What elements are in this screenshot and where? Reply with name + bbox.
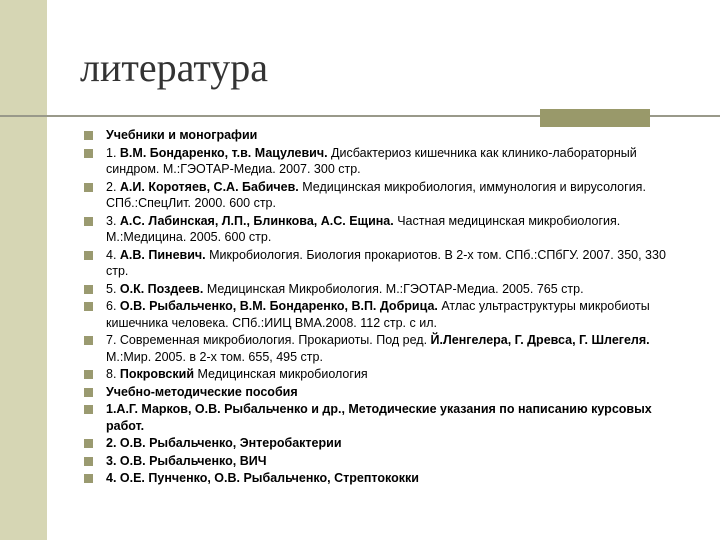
item-bold-text: А.В. Пиневич. bbox=[119, 247, 206, 262]
list-item bbox=[84, 366, 674, 383]
item-bold-text: 4. О.Е. Пунченко, О.В. Рыбальченко, Стрептококки bbox=[106, 471, 419, 485]
item-bold-text: Учебно-методические пособия bbox=[106, 384, 298, 399]
list-item bbox=[84, 179, 674, 212]
item-text: Медицинская Микробиология. М.:ГЭОТАР-Медиа. 2005. 765 стр. bbox=[203, 281, 584, 296]
item-text: Дисбактериоз кишечника как клинико-лабораторный синдром. М.:ГЭОТАР-Медиа. 2007. 300 стр. bbox=[106, 145, 637, 176]
item-bold-text: О.В. Рыбальченко, В.М. Бондаренко, В.П. Добрица. bbox=[119, 299, 438, 313]
item-bold-text: Й.Ленгелера, Г. Древса, Г. Шлегеля. bbox=[430, 333, 650, 347]
list-item bbox=[84, 298, 674, 331]
square-bullet-icon bbox=[84, 285, 93, 294]
item-bold-text: 3. О.В. Рыбальченко, ВИЧ bbox=[106, 453, 267, 468]
square-bullet-icon bbox=[84, 457, 93, 466]
square-bullet-icon bbox=[84, 474, 93, 483]
item-prefix: 5. bbox=[106, 281, 120, 296]
item-bold-text: В.М. Бондаренко, т.в. Мацулевич. bbox=[119, 145, 328, 160]
list-item bbox=[84, 247, 674, 280]
list-item bbox=[84, 453, 674, 470]
left-decorative-band bbox=[0, 0, 47, 540]
square-bullet-icon bbox=[84, 439, 93, 448]
item-text: М.:Мир. 2005. в 2-х том. 655, 495 стр. bbox=[106, 349, 323, 364]
item-prefix: 6. bbox=[106, 299, 120, 313]
item-prefix: 2. bbox=[106, 179, 120, 194]
item-bold-text: А.С. Лабинская, Л.П., Блинкова, А.С. Ещина. bbox=[119, 213, 394, 228]
square-bullet-icon bbox=[84, 388, 93, 397]
square-bullet-icon bbox=[84, 217, 93, 226]
list-item bbox=[84, 281, 674, 298]
list-item bbox=[84, 401, 674, 434]
item-prefix: 8. bbox=[106, 367, 120, 381]
list-item bbox=[84, 470, 674, 487]
square-bullet-icon bbox=[84, 405, 93, 414]
item-text: Атлас ультраструктуры микробиоты кишечника человека. СПб.:ИИЦ ВМА.2008. 112 стр. с ил. bbox=[106, 299, 650, 330]
item-bold-text: А.И. Коротяев, С.А. Бабичев. bbox=[119, 179, 299, 194]
square-bullet-icon bbox=[84, 251, 93, 260]
item-bold-text: 1.А.Г. Марков, О.В. Рыбальченко и др., Методические указания по написанию курсовых работ. bbox=[106, 402, 652, 433]
item-bold-text: 2. О.В. Рыбальченко, Энтеробактерии bbox=[106, 436, 342, 450]
divider-accent-block bbox=[540, 109, 650, 127]
item-prefix: 3. bbox=[106, 213, 120, 228]
square-bullet-icon bbox=[84, 336, 93, 345]
item-bold-text: Учебники и монографии bbox=[106, 128, 258, 142]
bibliography-list bbox=[84, 127, 674, 488]
item-text: Медицинская микробиология bbox=[194, 367, 368, 381]
item-prefix: 4. bbox=[106, 247, 120, 262]
item-text: Микробиология. Биология прокариотов. В 2-х том. СПб.:СПбГУ. 2007. 350, 330 стр. bbox=[106, 247, 666, 278]
item-text: Медицинская микробиология, иммунология и вирусология. СПб.:СпецЛит. 2000. 600 стр. bbox=[106, 179, 646, 210]
square-bullet-icon bbox=[84, 149, 93, 158]
square-bullet-icon bbox=[84, 302, 93, 311]
square-bullet-icon bbox=[84, 370, 93, 379]
list-item bbox=[84, 145, 674, 178]
list-item bbox=[84, 213, 674, 246]
slide-title: литература bbox=[80, 45, 269, 90]
item-bold-text: Покровский bbox=[119, 367, 195, 381]
list-item bbox=[84, 384, 674, 401]
list-item bbox=[84, 435, 674, 452]
item-prefix: 1. bbox=[106, 145, 120, 160]
square-bullet-icon bbox=[84, 183, 93, 192]
item-prefix: 7. Современная микробиология. Прокариоты. Под ред. bbox=[106, 333, 431, 347]
item-text: Частная медицинская микробиология. М.:Медицина. 2005. 600 стр. bbox=[106, 213, 621, 244]
list-item bbox=[84, 332, 674, 365]
list-item bbox=[84, 127, 674, 144]
item-bold-text: О.К. Поздеев. bbox=[119, 281, 204, 296]
square-bullet-icon bbox=[84, 131, 93, 140]
